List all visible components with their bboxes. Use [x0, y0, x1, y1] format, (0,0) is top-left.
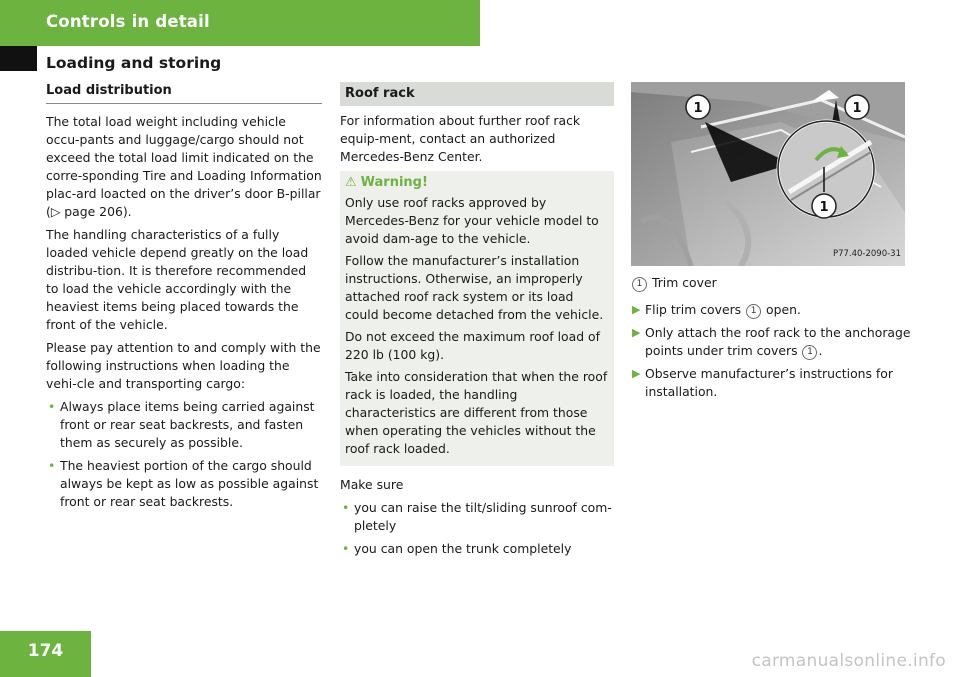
- step-arrow-icon: ▶: [632, 326, 641, 339]
- callout-label: 1: [852, 101, 862, 116]
- chapter-title: Controls in detail: [46, 12, 210, 31]
- section-marker: [0, 46, 37, 71]
- warning-title: Warning!: [360, 175, 428, 190]
- load-distribution-heading: Load distribution: [46, 82, 322, 104]
- figure-code: P77.40-2090-31: [832, 249, 901, 259]
- step-arrow-icon: ▶: [632, 367, 641, 380]
- roof-trim-cover-illustration: [631, 82, 905, 266]
- load-distribution-column: [46, 82, 322, 516]
- warning-triangle-icon: ⚠: [345, 175, 357, 190]
- car-roof-illustration: [631, 82, 905, 266]
- chapter-header-bar: [0, 0, 480, 46]
- load-distribution-paragraph-1: [46, 113, 322, 221]
- warning-heading: [345, 174, 609, 192]
- roof-rack-column: [340, 82, 614, 563]
- watermark: carmanualsonline.info: [751, 651, 946, 671]
- load-distribution-paragraph-2: The handling characteristics of a fully loaded vehicle depend greatly on the load distribu-tion. It is therefore recommended to load the vehicle accordingly with the heaviest items being placed towards the front of the vehicle.: [46, 227, 309, 332]
- instruction-step: [631, 324, 911, 360]
- list-item-text: Always place items being carried against front or rear seat backrests, and fasten them as securely as possible.: [60, 399, 315, 450]
- list-item: [46, 457, 322, 511]
- warning-paragraph: Only use roof racks approved by Mercedes-Benz for your vehicle model to avoid dam-age to the vehicle.: [345, 195, 599, 246]
- load-distribution-paragraph-3: Please pay attention to and comply with the following instructions when loading the vehi-cle and transporting cargo:: [46, 340, 321, 391]
- step-arrow-icon: ▶: [632, 303, 641, 316]
- load-limit-text: The total load weight including vehicle occu-pants and luggage/cargo should not exceed the total load limit indicated on the corre-sponding Tire and Loading Information plac-ard loacted on the driver’s door B-pillar: [46, 114, 322, 201]
- make-sure-label: Make sure: [340, 477, 404, 492]
- list-item: [340, 499, 614, 535]
- list-item-text: you can open the trunk completely: [354, 541, 572, 556]
- list-item: [340, 540, 614, 558]
- callout-number: 1: [802, 345, 817, 360]
- warning-box: [340, 171, 614, 466]
- warning-paragraph: Follow the manufacturer’s installation instructions. Otherwise, an improperly attached roof rack system or its load could become detached from the vehicle.: [345, 253, 604, 322]
- list-item: [46, 398, 322, 452]
- bullet-icon: •: [48, 458, 56, 473]
- list-item-text: The heaviest portion of the cargo should always be kept as low as possible against front or rear seat backrests.: [60, 458, 319, 509]
- page-reference-link[interactable]: (▷ page 206).: [46, 204, 132, 219]
- list-item-text: you can raise the tilt/sliding sunroof com-pletely: [354, 500, 612, 533]
- page-number-box: [0, 631, 91, 677]
- callout-number: 1: [746, 304, 761, 319]
- section-title: Loading and storing: [46, 54, 222, 72]
- step-text-end: open.: [766, 302, 801, 317]
- callout-label: 1: [693, 101, 703, 116]
- step-text: Only attach the roof rack to the anchorage points under trim covers: [645, 325, 911, 358]
- roof-rack-heading: Roof rack: [340, 82, 614, 106]
- step-text: Flip trim covers: [645, 302, 742, 317]
- roof-rack-intro: For information about further roof rack equip-ment, contact an authorized Mercedes-Benz Center.: [340, 113, 581, 164]
- warning-paragraph: Take into consideration that when the roof rack is loaded, the handling characteristics are different from those when operating the vehicles without the roof rack loaded.: [345, 369, 608, 456]
- figure-column: [631, 82, 911, 406]
- callout-number: 1: [632, 277, 647, 292]
- page-number: 174: [27, 641, 64, 661]
- step-text: Observe manufacturer’s instructions for installation.: [645, 366, 893, 399]
- instruction-step: [631, 301, 911, 319]
- step-text-end: .: [818, 343, 823, 358]
- callout-label: 1: [819, 200, 829, 215]
- figure-caption: [631, 274, 911, 292]
- warning-paragraph: Do not exceed the maximum roof load of 220 lb (100 kg).: [345, 329, 600, 362]
- instruction-step: [631, 365, 911, 401]
- bullet-icon: •: [342, 541, 350, 556]
- bullet-icon: •: [342, 500, 350, 515]
- caption-text: Trim cover: [651, 275, 717, 290]
- bullet-icon: •: [48, 399, 56, 414]
